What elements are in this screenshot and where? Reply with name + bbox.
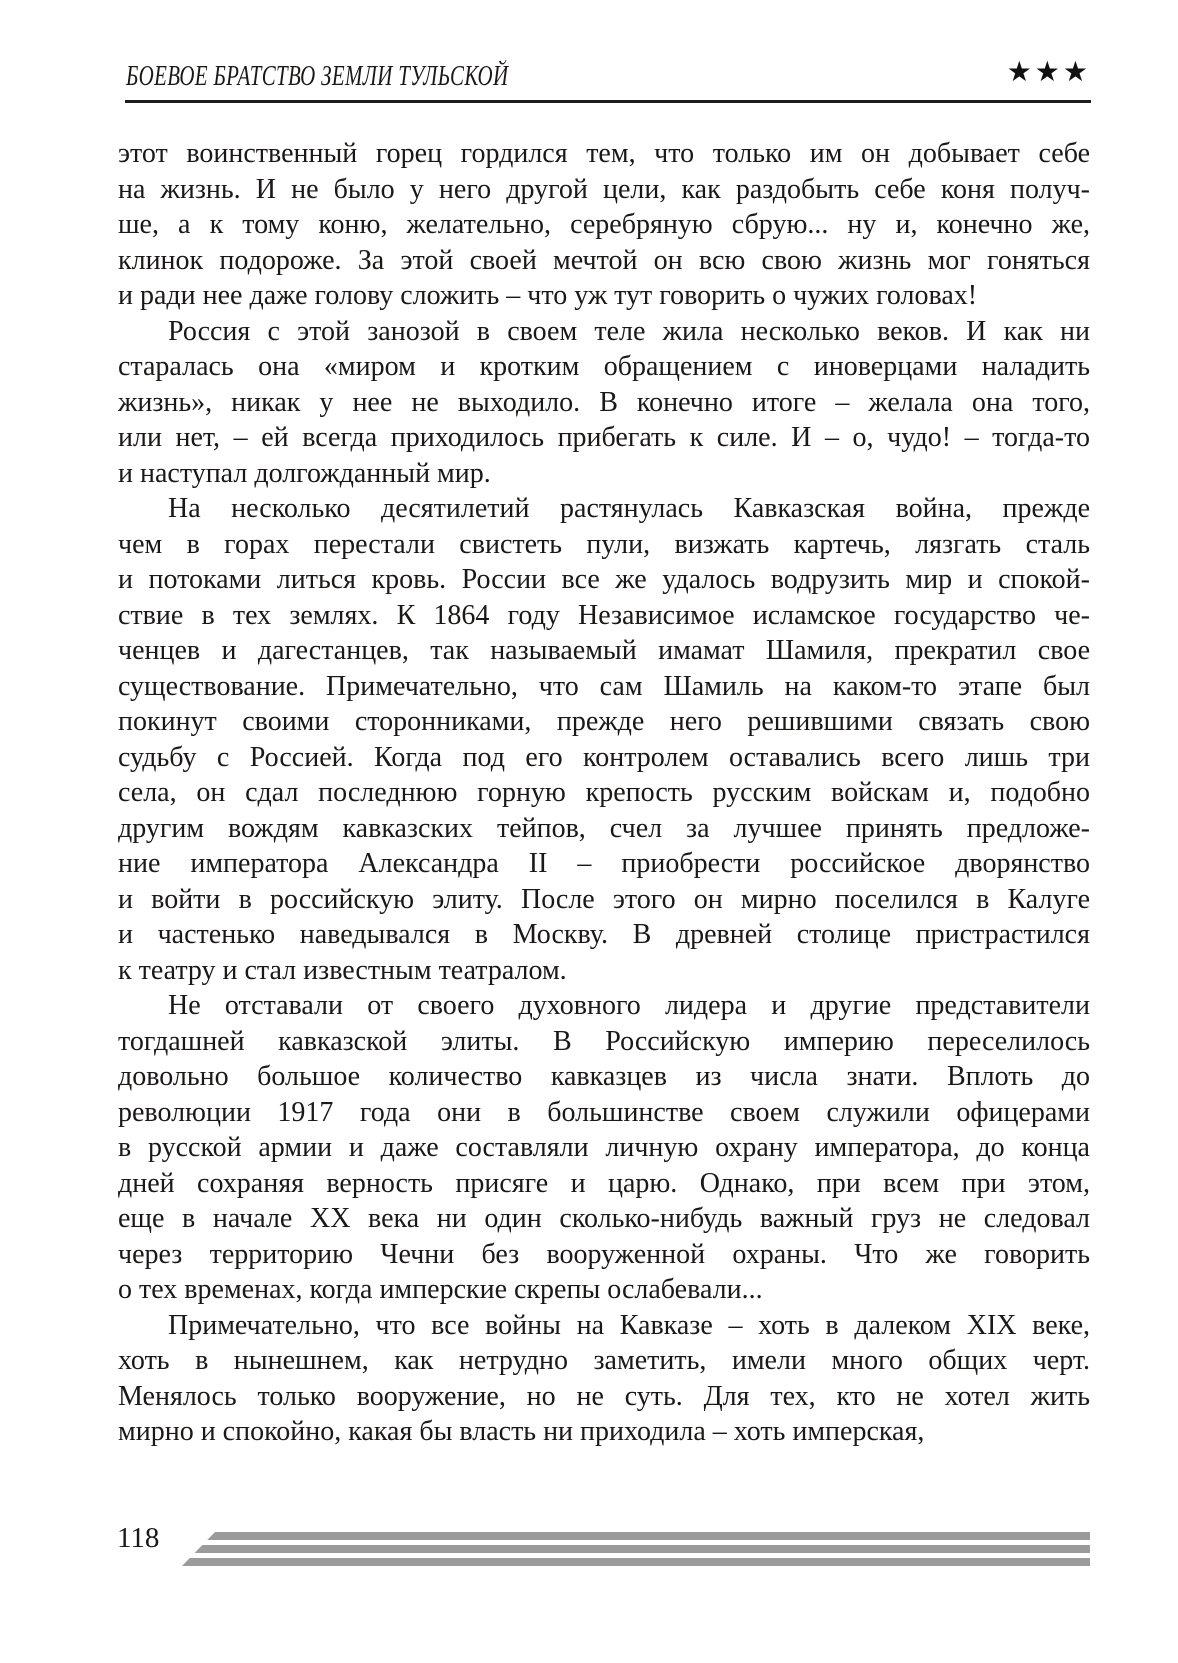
footer-stripe: [182, 1558, 1090, 1566]
text-line: Менялось только вооружение, но не суть. Для тех, кто не хотел жить: [118, 1380, 1090, 1412]
page-number: 118: [117, 1522, 160, 1554]
text-line: старалась она «миром и кротким обращением с иноверцами наладить: [118, 351, 1090, 382]
text-line: тогдашней кавказской элиты. В Российскую империю переселилось: [118, 1025, 1090, 1057]
text-line: существование. Примечательно, что сам Шамиль на каком-то этапе был: [118, 670, 1090, 702]
text-line: и наступал долгожданный мир.: [118, 457, 491, 489]
text-line: довольно большое количество кавказцев из числа знати. Вплоть до: [118, 1061, 1090, 1092]
footer-stripes-decoration: [182, 1532, 1090, 1566]
body-text: [118, 136, 1090, 1450]
text-line: через территорию Чечни без вооруженной охраны. Что же говорить: [118, 1238, 1090, 1270]
text-line: еще в начале XX века ни один сколько-нибудь важный груз не следовал: [118, 1203, 1090, 1234]
text-line: и войти в российскую элиту. После этого он мирно поселился в Калуге: [118, 883, 1090, 915]
text-line: революции 1917 года они в большинстве своем служили офицерами: [118, 1096, 1090, 1128]
text-line: покинут своими сторонниками, прежде него решившими связать свою: [118, 706, 1090, 737]
footer-stripe: [182, 1545, 1090, 1553]
text-line: другим вождям кавказских тейпов, счел за лучшее принять предложе-: [118, 812, 1090, 844]
text-line: Примечательно, что все войны на Кавказе – хоть в далеком XIX веке,: [168, 1309, 1090, 1341]
text-line: села, он сдал последнюю горную крепость русским войскам и, подобно: [118, 777, 1090, 808]
text-line: к театру и стал известным театралом.: [118, 954, 567, 986]
text-line: и потоками литься кровь. России все же удалось водрузить мир и спокой-: [118, 564, 1090, 595]
text-line: в русской армии и даже составляли личную охрану императора, до конца: [118, 1132, 1090, 1163]
text-line: клинок подороже. За этой своей мечтой он всю свою жизнь мог гоняться: [118, 244, 1090, 276]
text-line: и частенько наведывался в Москву. В древней столице пристрастился: [118, 919, 1090, 950]
text-line: или нет, – ей всегда приходилось прибегать к силе. И – о, чудо! – тогда-то: [118, 422, 1090, 453]
text-line: дней сохраняя верность присяге и царю. Однако, при всем при этом,: [118, 1167, 1090, 1199]
running-title: БОЕВОЕ БРАТСТВО ЗЕМЛИ ТУЛЬСКОЙ: [126, 60, 509, 92]
text-line: ченцев и дагестанцев, так называемый имамат Шамиля, прекратил свое: [118, 635, 1090, 666]
text-line: Россия с этой занозой в своем теле жила несколько веков. И как ни: [168, 315, 1090, 347]
text-line: ствие в тех землях. К 1864 году Независимое исламское государство че-: [118, 599, 1090, 631]
text-line: Не отставали от своего духовного лидера и другие представители: [168, 990, 1090, 1021]
text-line: жизнь», никак у нее не выходило. В конечно итоге – желала она того,: [118, 386, 1090, 418]
text-line: на жизнь. И не было у него другой цели, как раздобыть себе коня получ-: [118, 173, 1090, 205]
text-line: судьбу с Россией. Когда под его контролем оставались всего лишь три: [118, 741, 1090, 773]
text-line: и ради нее даже голову сложить – что уж тут говорить о чужих головах!: [118, 280, 978, 311]
text-line: чем в горах перестали свистеть пули, визжать картечь, лязгать сталь: [118, 528, 1090, 560]
footer-stripe: [182, 1532, 1090, 1540]
header-rule: [125, 100, 1091, 103]
three-stars-icon: ★★★: [1006, 55, 1091, 88]
text-line: этот воинственный горец гордился тем, что только им он добывает себе: [118, 138, 1090, 169]
text-line: На несколько десятилетий растянулась Кавказская война, прежде: [168, 493, 1090, 524]
text-line: ше, а к тому коню, желательно, серебряную сбрую... ну и, конечно же,: [118, 209, 1090, 240]
text-line: хоть в нынешнем, как нетрудно заметить, имели много общих черт.: [118, 1345, 1090, 1376]
text-line: о тех временах, когда имперские скрепы ослабевали...: [118, 1274, 763, 1305]
text-line: мирно и спокойно, какая бы власть ни приходила – хоть имперская,: [118, 1416, 925, 1447]
text-line: ние императора Александра II – приобрести российское дворянство: [118, 848, 1090, 879]
